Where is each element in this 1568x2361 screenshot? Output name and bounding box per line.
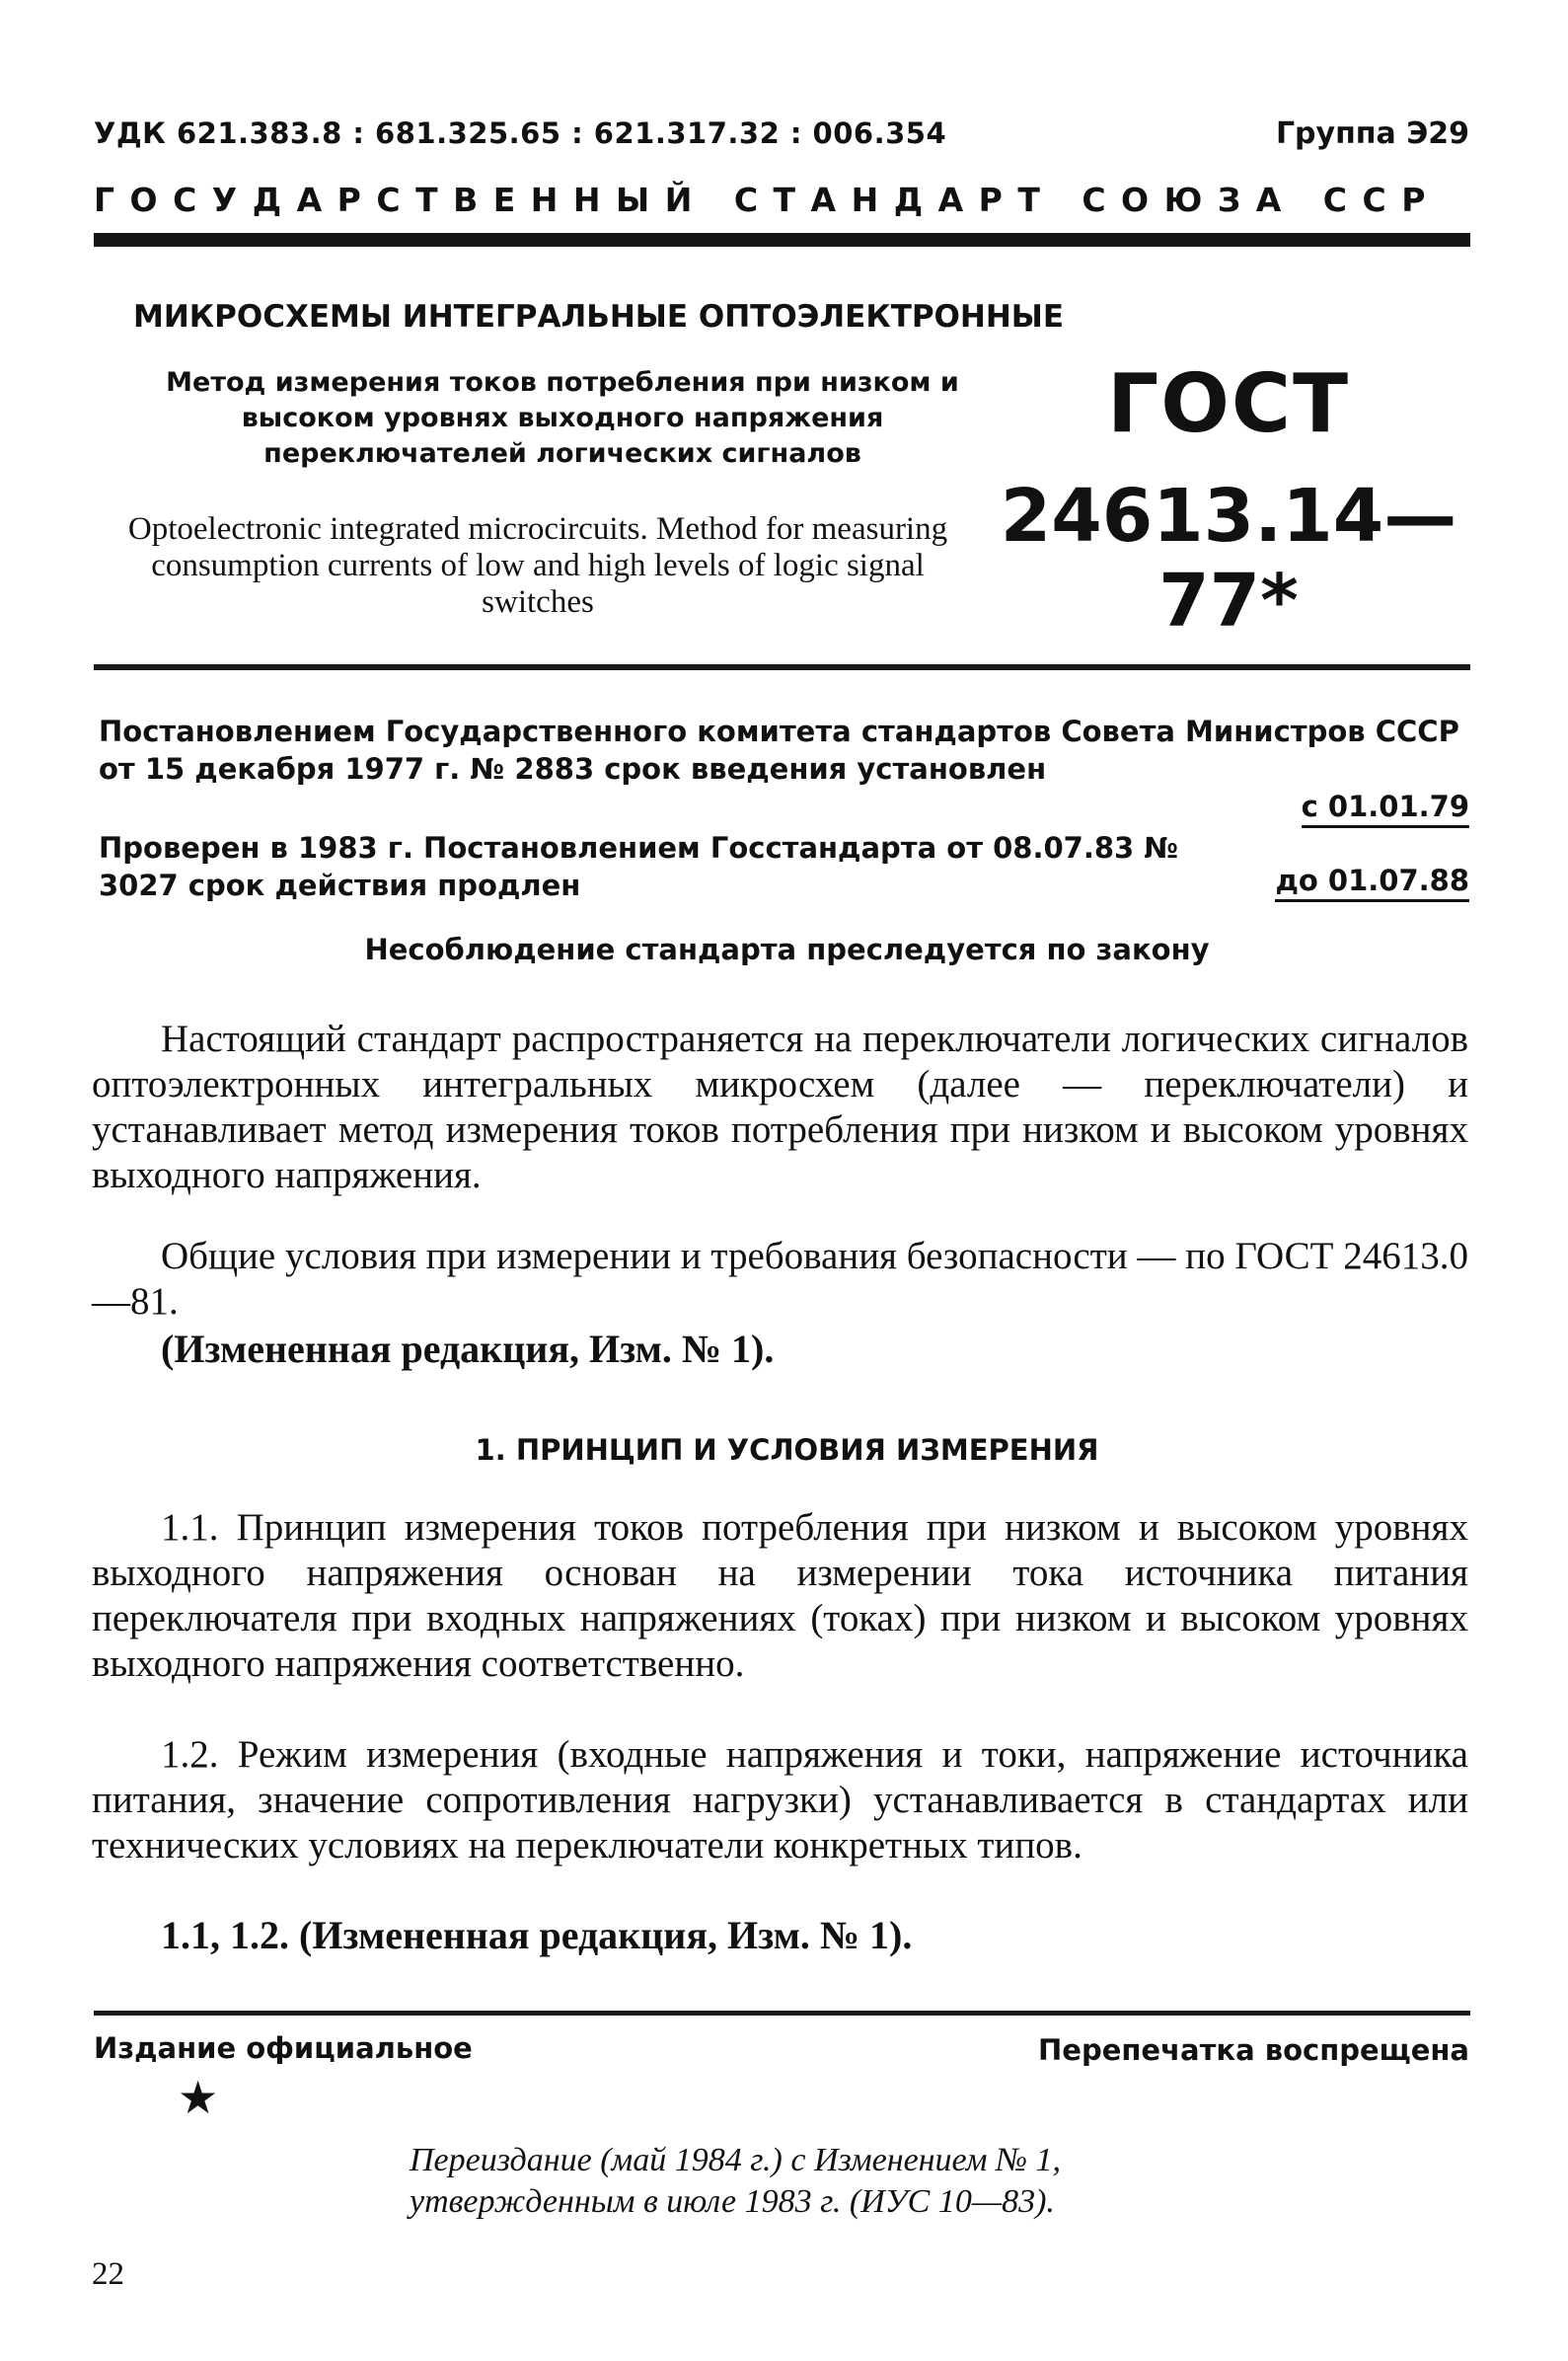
effective-date: с 01.01.79 <box>1302 790 1469 828</box>
check-text: Проверен в 1983 г. Постановлением Госстандарта от 08.07.83 № 3027 срок действия продлен <box>99 831 1179 902</box>
paragraph-1-2: 1.2. Режим измерения (входные напряжения и токи, напряжение источника питания, значение сопротивления нагрузки) устанавливается в стандартах или технических условиях на переключатели конкретных типов. <box>92 1733 1468 1866</box>
decree-text: Постановлением Государственного комитета стандартов Совета Министров СССР от 15 декабря 1977 г. № 2883 срок введения установлен <box>99 715 1459 786</box>
gost-label: ГОСТ <box>1106 357 1351 451</box>
group-code: Группа Э29 <box>1275 116 1469 151</box>
amendment-note-1-1-1-2: 1.1, 1.2. (Измененная редакция, Изм. № 1). <box>161 1913 913 1957</box>
intro-paragraph: Настоящий стандарт распространяется на переключатели логических сигналов оптоэлектронных интегральных микросхем (далее — переключатели) и устанавливает метод измерения токов потребления при низком и высоком уровнях выходного напряжения. <box>92 1018 1468 1196</box>
reissue-note: Переиздание (май 1984 г.) с Изменением № 1, утвержденным в июле 1983 г. (ИУС 10—83). <box>410 2142 1062 2220</box>
reprint-notice: Перепечатка воспрещена <box>1038 2033 1469 2067</box>
document-subtitle: Метод измерения токов потребления при низком и высоком уровнях выходного напряжения переключателей логических сигналов <box>166 367 959 469</box>
amendment-note: (Измененная редакция, Изм. № 1). <box>161 1327 775 1371</box>
english-title: Optoelectronic integrated microcircuits. Method for measuring consumption currents of low and high levels of logic signal switches <box>127 511 948 620</box>
standard-banner: ГОСУДАРСТВЕННЫЙ СТАНДАРТ СОЮЗА ССР <box>94 181 1441 219</box>
star-icon: ★ <box>178 2073 219 2123</box>
gost-number: 24613.14—77* <box>1000 474 1457 644</box>
page-number: 22 <box>92 2256 124 2292</box>
paragraph-1-1: 1.1. Принцип измерения токов потребления при низком и высоком уровнях выходного напряжения основан на измерении тока источника питания переключателя при входных напряжениях (токах) при низком и высоком уровнях выходного напряжения соответственно. <box>92 1506 1468 1685</box>
document-title: МИКРОСХЕМЫ ИНТЕГРАЛЬНЫЕ ОПТОЭЛЕКТРОННЫЕ <box>133 299 1065 335</box>
header-divider <box>94 233 1470 247</box>
general-conditions-paragraph: Общие условия при измерении и требования безопасности — по ГОСТ 24613.0—81. <box>92 1235 1468 1323</box>
footer-divider <box>94 2011 1470 2016</box>
udk-code: УДК 621.383.8 : 681.325.65 : 621.317.32 : 006.354 <box>94 116 947 150</box>
expiry-date: до 01.07.88 <box>1275 864 1469 902</box>
official-edition: Издание официальное <box>94 2031 473 2065</box>
section-heading: 1. ПРИНЦИП И УСЛОВИЯ ИЗМЕРЕНИЯ <box>475 1433 1099 1467</box>
title-divider <box>94 664 1470 670</box>
law-notice: Несоблюдение стандарта преследуется по закону <box>364 933 1210 966</box>
